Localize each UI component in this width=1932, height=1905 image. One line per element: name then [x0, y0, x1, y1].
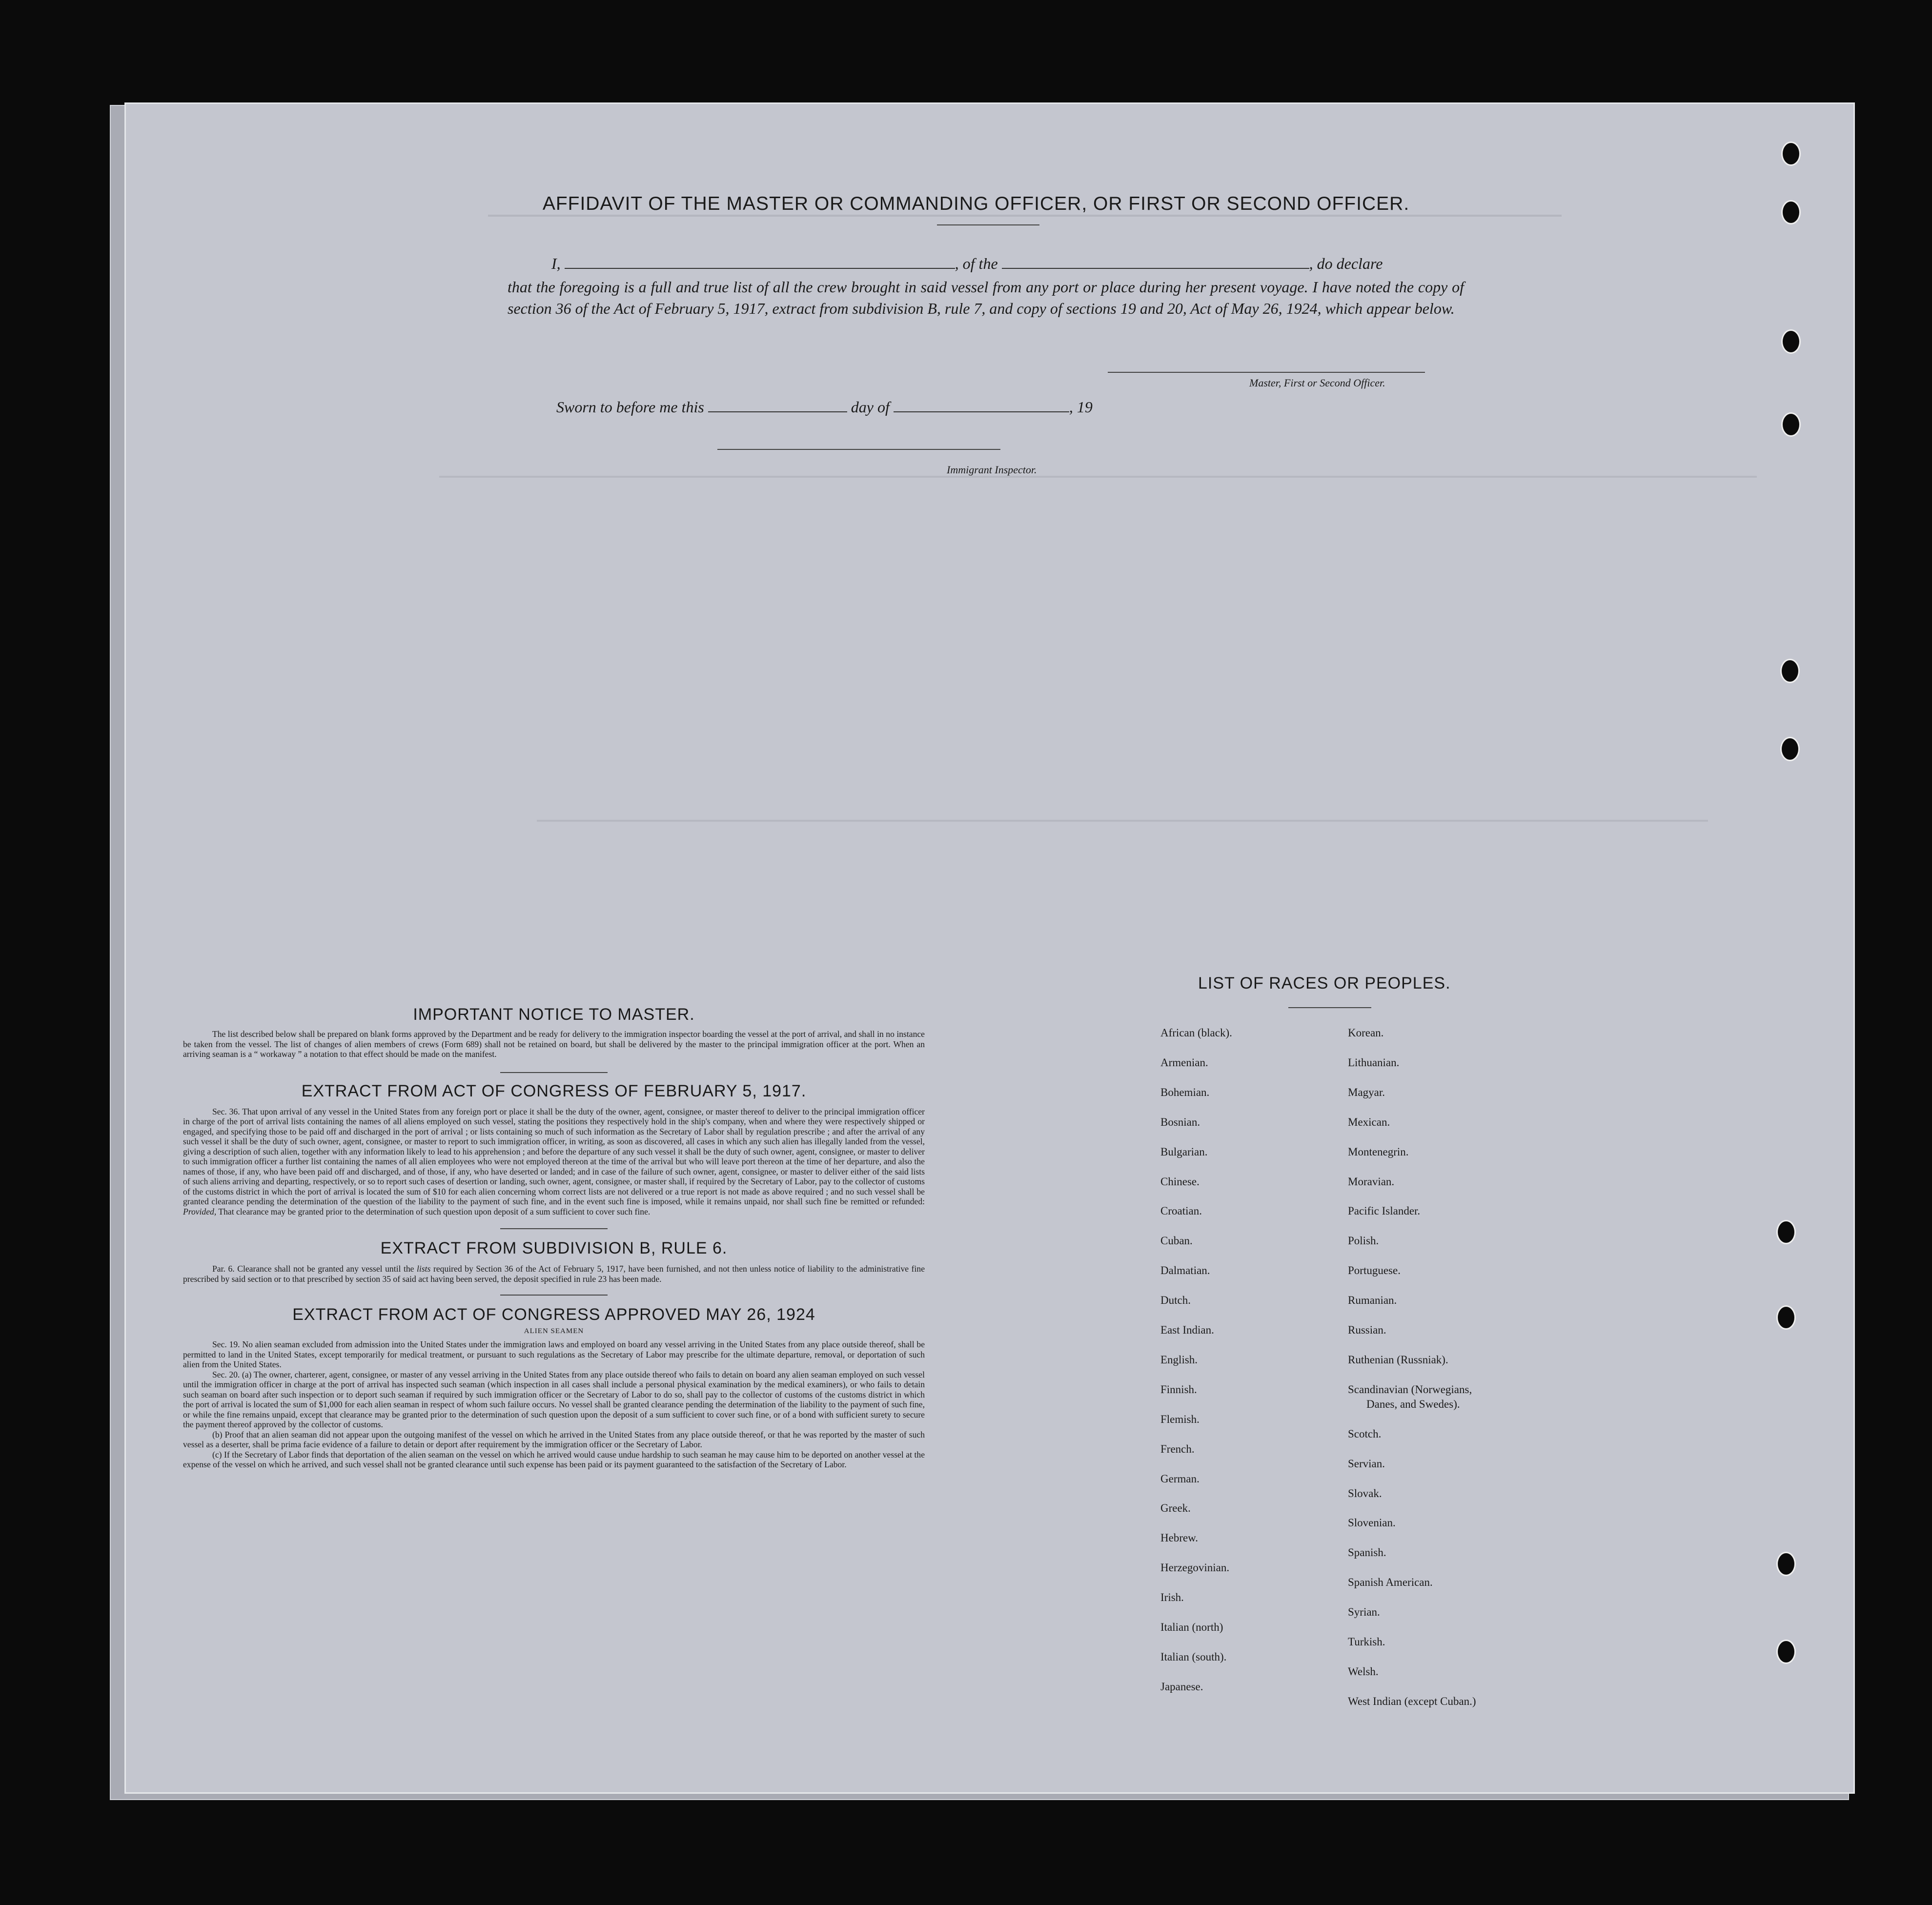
divider: [500, 1295, 608, 1296]
race-item: Greek.: [1160, 1502, 1191, 1515]
provided-word: Provided,: [183, 1206, 217, 1216]
affidavit-declare: , do declare: [1309, 255, 1383, 272]
race-item: Chinese.: [1160, 1175, 1200, 1188]
race-item: African (black).: [1160, 1027, 1232, 1039]
extract-1917-title: EXTRACT FROM ACT OF CONGRESS OF FEBRUARY 5, 1917.: [301, 1081, 807, 1100]
race-item: Bohemian.: [1160, 1086, 1210, 1098]
sec19-label: Sec. 19.: [212, 1339, 240, 1349]
race-item: Pacific Islander.: [1348, 1205, 1421, 1217]
race-item: Bulgarian.: [1160, 1145, 1208, 1158]
race-item: Montenegrin.: [1348, 1145, 1409, 1158]
name-blank[interactable]: [565, 268, 955, 269]
race-item: Syrian.: [1348, 1606, 1380, 1619]
sec20a-text: (a) The owner, charterer, agent, consignee, or master of any vessel arriving in the United States from any place outside thereof who fails to detain on board any alien seaman employed on such vessel until the immigration officer in charge at the port of arrival has inspected such seaman (which inspection in all cases shall include a personal physical examination by the medical examiners), or who fails to detain such seaman on board after such inspection or to deport such seaman if required by such immigration officer or the Secretary of Labor to do so, shall pay to the collector of customs of the customs district in which the port of arrival is located the sum of $1,000 for each alien seaman in respect of whom such failure occurs. No vessel shall be granted clearance pending the determination of the liability to the payment of such fine, or while the fine remains unpaid, except that clearance may be granted prior to the determination of such question upon the deposit of a sum sufficient to cover such fine, or of a bond with sufficient surety to secure the payment thereof approved by the collector of customs.: [183, 1369, 925, 1429]
race-item: Cuban.: [1160, 1235, 1193, 1247]
race-item: Mexican.: [1348, 1115, 1390, 1128]
race-item: Flemish.: [1160, 1413, 1200, 1425]
sec20c-text: (c) If the Secretary of Labor finds that deportation of the alien seaman on the vessel on which he arrived would cause undue hardship to such seaman he may cause him to be deported on another vessel at the expense of the vessel on which he arrived, and such vessel shall not be granted clearance until such expense has been paid or its payment guaranteed to the satisfaction of the Secretary of Labor.: [183, 1449, 925, 1469]
race-item: Armenian.: [1160, 1056, 1208, 1069]
affidavit-of-the: , of the: [955, 255, 998, 272]
extract-rule6-title: EXTRACT FROM SUBDIVISION B, RULE 6.: [380, 1239, 728, 1257]
sworn-day-of: day of: [851, 398, 890, 416]
race-item: Welsh.: [1348, 1665, 1379, 1678]
races-title: LIST OF RACES OR PEOPLES.: [1198, 974, 1451, 993]
race-item: Italian (north): [1160, 1621, 1223, 1633]
affidavit-body: that the foregoing is a full and true list of all the crew brought in said vessel from any port or place during her present voyage. I have noted the copy of section 36 of the Act of February 5, 1917, extract from subdivision B, rule 7, and copy of sections 19 and 20, Act of May 26, 1924, which appear below.: [508, 278, 1464, 317]
race-item: East Indian.: [1160, 1324, 1214, 1336]
extract-1917-text: [183, 1107, 925, 1217]
affidavit-i: I,: [551, 255, 561, 272]
race-item: Scandinavian (Norwegians,: [1348, 1383, 1472, 1396]
affidavit-title: AFFIDAVIT OF THE MASTER OR COMMANDING OFFICER, OR FIRST OR SECOND OFFICER.: [542, 193, 1410, 214]
sec36-text-end: That clearance may be granted prior to the determination of such question upon deposit of a sum sufficient to cover such fine.: [218, 1206, 651, 1216]
divider: [937, 224, 1039, 225]
race-item: German.: [1160, 1472, 1200, 1485]
race-item: Croatian.: [1160, 1205, 1202, 1217]
race-item: Turkish.: [1348, 1636, 1385, 1648]
sworn-month-blank[interactable]: [894, 411, 1069, 412]
race-item: French.: [1160, 1442, 1195, 1455]
race-item: Magyar.: [1348, 1086, 1385, 1098]
master-label: Master, First or Second Officer.: [1249, 377, 1385, 389]
notice-title: IMPORTANT NOTICE TO MASTER.: [413, 1005, 695, 1024]
par6-label: Par. 6.: [212, 1264, 235, 1274]
extract-rule6-text: [183, 1264, 925, 1284]
race-item: Finnish.: [1160, 1383, 1197, 1396]
race-item: Lithuanian.: [1348, 1056, 1400, 1069]
extract-1924-title: EXTRACT FROM ACT OF CONGRESS APPROVED MAY 26, 1924: [292, 1305, 815, 1324]
par6-text-b: required by Section 36 of the Act of February 5, 1917, have been furnished, and not then unless notice of liability to the administrative fine prescribed by said section or to that prescribed by section 35 of said act having been served, the deposit specified in rule 23 has been made.: [183, 1264, 925, 1284]
divider: [500, 1228, 608, 1229]
race-item: Dalmatian.: [1160, 1264, 1210, 1277]
sec20b-text: (b) Proof that an alien seaman did not appear upon the outgoing manifest of the vessel on which he arrived in the United States from any place outside thereof, or that he was reported by the master of such vessel as a deserter, shall be prima facie evidence of a failure to detain or deport after requirement by the immigration officer or the Secretary of Labor.: [183, 1429, 925, 1449]
form-page: [124, 102, 1855, 1794]
race-item: Moravian.: [1348, 1175, 1395, 1188]
affidavit-declaration-line: [551, 253, 1464, 274]
race-item: Dutch.: [1160, 1294, 1191, 1307]
sworn-prefix: Sworn to before me this: [556, 398, 704, 416]
inspector-signature-line[interactable]: [717, 449, 1000, 450]
race-item: Spanish.: [1348, 1546, 1386, 1559]
sworn-year: , 19: [1069, 398, 1093, 416]
race-item: Japanese.: [1160, 1680, 1203, 1693]
race-item: Korean.: [1348, 1027, 1384, 1039]
divider: [1288, 1007, 1371, 1008]
race-item: English.: [1160, 1353, 1198, 1366]
par6-lists: lists: [417, 1264, 431, 1274]
notice-text: The list described below shall be prepared on blank forms approved by the Department and be ready for delivery to the immigration inspector boarding the vessel at the port of arrival, and shall in no instance be taken from the vessel. The list of changes of alien members of crews (Form 689) shall not be retained on board, but shall be delivered by the master to the principal immigration officer at the port. When an arriving seaman is a “ workaway ” a notation to that effect should be made on the manifest.: [183, 1029, 925, 1059]
sworn-day-blank[interactable]: [708, 411, 847, 412]
sworn-line: [556, 396, 1191, 418]
race-item: Slovenian.: [1348, 1517, 1396, 1529]
left-column: [183, 1005, 925, 1470]
race-item: Ruthenian (Russniak).: [1348, 1353, 1448, 1366]
race-item: Danes, and Swedes).: [1366, 1398, 1460, 1410]
race-item: Portuguese.: [1348, 1264, 1401, 1277]
race-item: Bosnian.: [1160, 1115, 1200, 1128]
race-item: Polish.: [1348, 1235, 1379, 1247]
vessel-blank[interactable]: [1002, 268, 1309, 269]
race-item: Herzegovinian.: [1160, 1561, 1230, 1574]
race-item: Rumanian.: [1348, 1294, 1397, 1307]
sec20-label: Sec. 20.: [212, 1369, 240, 1379]
race-item: West Indian (except Cuban.): [1348, 1695, 1476, 1707]
sec19-paragraph: [183, 1339, 925, 1370]
race-item: Hebrew.: [1160, 1532, 1199, 1544]
race-item: Servian.: [1348, 1457, 1385, 1470]
sec36-label: Sec. 36.: [212, 1106, 240, 1116]
race-item: Spanish American.: [1348, 1576, 1433, 1589]
race-item: Slovak.: [1348, 1487, 1382, 1500]
race-item: Irish.: [1160, 1591, 1184, 1604]
sec36-text: That upon arrival of any vessel in the United States from any foreign port or place it shall be the duty of the owner, agent, consignee, or master thereof to deliver to the principal immigration officer in charge of the port of arrival lists containing the names of all aliens employed on such vessel, stating the positions they respectively hold in the ship's company, when and where they were respectively shipped or engaged, and specifying those to be paid off and discharged in the port of arrival ; or lists containing so much of such information as the Secretary of Labor shall by regulation prescribe ; and after the arrival of any such vessel it shall be the duty of such owner, agent, consignee, or master to report to such immigration officer, in writing, as soon as discovered, all cases in which any such alien has illegally landed from the vessel, giving a description of such alien, together with any information likely to lead to his apprehension ; and before the departure of any such vessel it shall be the duty of such owner, agent, consignee, or master to deliver to such immigration officer a further list containing the names of all alien employees who were not employed thereon at the time of the arrival but who will leave port thereon at the time of her departure, and also the names of those, if any, who have been paid off and discharged, and of those, if any, who have deserted or landed; and in case of the failure of such owner, agent, consignee, or master to deliver either of the said lists of such aliens arriving and departing, respectively, or so to report such cases of desertion or landing, such owner, agent, consignee, or master shall, if required by the Secretary of Labor, pay to the collector of customs of the customs district in which the port of arrival is located the sum of $10 for each alien concerning whom correct lists are not delivered or a true report is not made as above required ; and no such vessel shall be granted clearance pending the determination of the question of the liability to the payment of such fine, and in the event such fine is imposed, while it remains unpaid, nor shall such fine be remitted or refunded:: [183, 1106, 925, 1206]
par6-text-a: Clearance shall not be granted any vessel until the: [237, 1264, 414, 1274]
extract-1924-subtitle: ALIEN SEAMEN: [524, 1327, 584, 1335]
sec19-text: No alien seaman excluded from admission into the United States under the immigration laws and employed on board any vessel arriving in the United States from any place outside thereof, shall be permitted to land in the United States, except temporarily for medical treatment, or pursuant to such regulations as the Secretary of Labor may prescribe for the ultimate departure, removal, or deportation of such alien from the United States.: [183, 1339, 925, 1369]
race-item: Russian.: [1348, 1324, 1386, 1336]
master-signature-line[interactable]: [1108, 372, 1425, 373]
race-item: Scotch.: [1348, 1427, 1382, 1440]
divider: [500, 1072, 608, 1073]
race-item: Italian (south).: [1160, 1650, 1227, 1663]
inspector-label: Immigrant Inspector.: [947, 464, 1037, 476]
sec20a-paragraph: [183, 1370, 925, 1430]
